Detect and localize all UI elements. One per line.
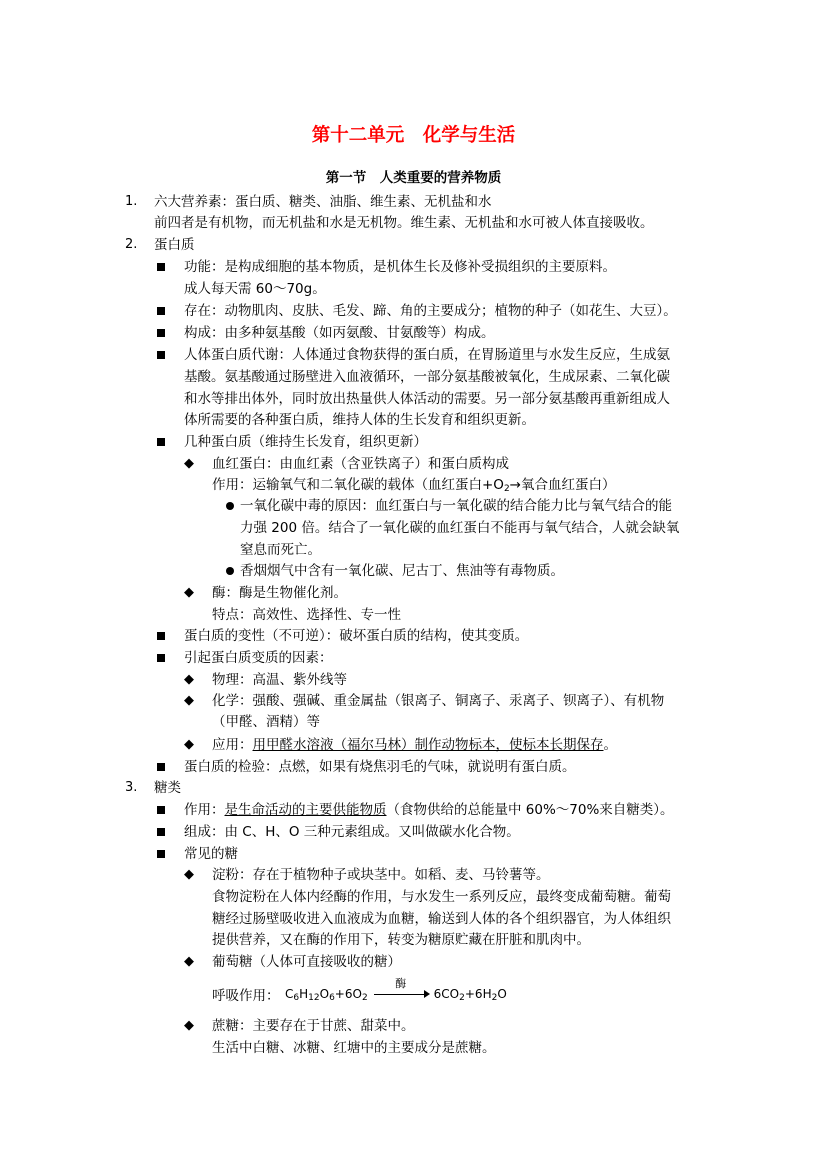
square-bullet-icon: [157, 828, 165, 836]
square-bullet-icon: [157, 263, 165, 271]
square-bullet-icon: [157, 806, 165, 814]
diamond-bullet-icon: ◆: [184, 867, 194, 882]
reaction-condition: 酶: [395, 977, 407, 990]
square-bullet-icon: [157, 850, 165, 858]
diamond-bullet-icon: ◆: [184, 456, 194, 471]
item-number: 3.: [125, 780, 138, 795]
square-bullet-icon: [157, 329, 165, 337]
respiration-equation: $C_6H_{12}O_6+6O_2$ 酶 $6CO_2+6H_2O$: [285, 984, 507, 1004]
co-poisoning: 窒息而死亡。: [240, 542, 321, 558]
protein-compose: 构成：由多种氨基酸（如丙氨酸、甘氨酸等）构成。: [184, 325, 495, 341]
protein-function: 功能：是构成细胞的基本物质，是机体生长及修补受损组织的主要原料。: [184, 259, 616, 275]
square-bullet-icon: [157, 307, 165, 315]
glucose: 葡萄糖（人体可直接吸收的糖）: [212, 954, 401, 970]
round-bullet-icon: [226, 567, 234, 575]
protein-daily-need: 成人每天需 60～70g。: [184, 281, 326, 297]
diamond-bullet-icon: ◆: [184, 585, 194, 600]
enzyme: 酶：酶是生物催化剂。: [212, 585, 347, 601]
denature-application: 应用：用甲醛水溶液（福尔马林）制作动物标本，使标本长期保存。: [212, 737, 617, 753]
diamond-bullet-icon: ◆: [184, 1018, 194, 1033]
diamond-bullet-icon: ◆: [184, 954, 194, 969]
sucrose-desc: 生活中白糖、冰糖、红塘中的主要成分是蔗糖。: [212, 1040, 496, 1056]
sugar-role: 作用：是生命活动的主要供能物质（食物供给的总能量中 60%～70%来自糖类）。: [184, 802, 674, 818]
item-number: 1.: [125, 194, 138, 209]
hemoglobin: 血红蛋白：由血红素（含亚铁离子）和蛋白质构成: [212, 456, 509, 472]
reaction-arrow-icon: [370, 977, 432, 1004]
diamond-bullet-icon: ◆: [184, 693, 194, 708]
square-bullet-icon: [157, 438, 165, 446]
square-bullet-icon: [157, 763, 165, 771]
section-title: 第一节 人类重要的营养物质: [325, 170, 502, 186]
nutrients-line: 六大营养素：蛋白质、糖类、油脂、维生素、无机盐和水: [154, 194, 492, 210]
chemical-cause: 化学：强酸、强碱、重金属盐（银离子、铜离子、汞离子、钡离子）、有机物: [212, 693, 665, 709]
protein-metabolism: 人体蛋白质代谢：人体通过食物获得的蛋白质，在胃肠道里与水发生反应，生成氨: [184, 347, 670, 363]
starch-desc: 提供营养，又在酶的作用下，转变为糖原贮藏在肝脏和肌肉中。: [212, 932, 590, 948]
common-sugars: 常见的糖: [184, 846, 238, 862]
enzyme-features: 特点：高效性、选择性、专一性: [212, 607, 401, 623]
protein-metabolism: 体所需要的各种蛋白质，维持人体的生长发育和组织更新。: [184, 412, 535, 428]
square-bullet-icon: [157, 654, 165, 662]
protein-kinds: 几种蛋白质（维持生长发育，组织更新）: [184, 434, 427, 450]
protein-metabolism: 和水等排出体外，同时放出热量供人体活动的需要。另一部分氨基酸再重新组成人: [184, 391, 670, 407]
diamond-bullet-icon: ◆: [184, 672, 194, 687]
round-bullet-icon: [226, 502, 234, 510]
sucrose: 蔗糖：主要存在于甘蔗、甜菜中。: [212, 1018, 415, 1034]
protein-metabolism: 基酸。氨基酸通过肠壁进入血液循环，一部分氨基酸被氧化，生成尿素、二氧化碳: [184, 369, 670, 385]
unit-title: 第十二单元 化学与生活: [311, 125, 516, 146]
item-number: 2.: [125, 237, 138, 252]
starch: 淀粉：存在于植物种子或块茎中。如稻、麦、马铃薯等。: [212, 867, 550, 883]
respiration-label: 呼吸作用：: [212, 988, 280, 1004]
physical-cause: 物理：高温、紫外线等: [212, 672, 347, 688]
protein-test: 蛋白质的检验：点燃，如果有烧焦羽毛的气味，就说明有蛋白质。: [184, 759, 576, 775]
square-bullet-icon: [157, 351, 165, 359]
starch-desc: 食物淀粉在人体内经酶的作用，与水发生一系列反应，最终变成葡萄糖。葡萄: [212, 889, 671, 905]
sugar-heading: 糖类: [154, 780, 181, 796]
smoke-note: 香烟烟气中含有一氧化碳、尼古丁、焦油等有毒物质。: [240, 563, 564, 579]
nutrients-note: 前四者是有机物，而无机盐和水是无机物。维生素、无机盐和水可被人体直接吸收。: [154, 215, 654, 231]
hemoglobin-use: 作用：运输氧气和二氧化碳的载体（血红蛋白$+O_2\to$氧合血红蛋白）: [212, 477, 616, 494]
protein-heading: 蛋白质: [154, 237, 195, 253]
protein-denature: 蛋白质的变性（不可逆）：破坏蛋白质的结构，使其变质。: [184, 628, 529, 644]
chemical-cause: （甲醛、酒精）等: [212, 714, 320, 730]
denature-causes: 引起蛋白质变质的因素：: [184, 650, 333, 666]
square-bullet-icon: [157, 632, 165, 640]
protein-exist: 存在：动物肌肉、皮肤、毛发、蹄、角的主要成分；植物的种子（如花生、大豆）。: [184, 303, 677, 319]
diamond-bullet-icon: ◆: [184, 737, 194, 752]
co-poisoning: 一氧化碳中毒的原因：血红蛋白与一氧化碳的结合能力比与氧气结合的能: [240, 498, 672, 514]
starch-desc: 糖经过肠壁吸收进入血液成为血糖，输送到人体的各个组织器官，为人体组织: [212, 911, 671, 927]
sugar-compose: 组成：由 C、H、O 三种元素组成。又叫做碳水化合物。: [184, 824, 520, 840]
co-poisoning: 力强 200 倍。结合了一氧化碳的血红蛋白不能再与氧气结合，人就会缺氧: [240, 520, 680, 536]
